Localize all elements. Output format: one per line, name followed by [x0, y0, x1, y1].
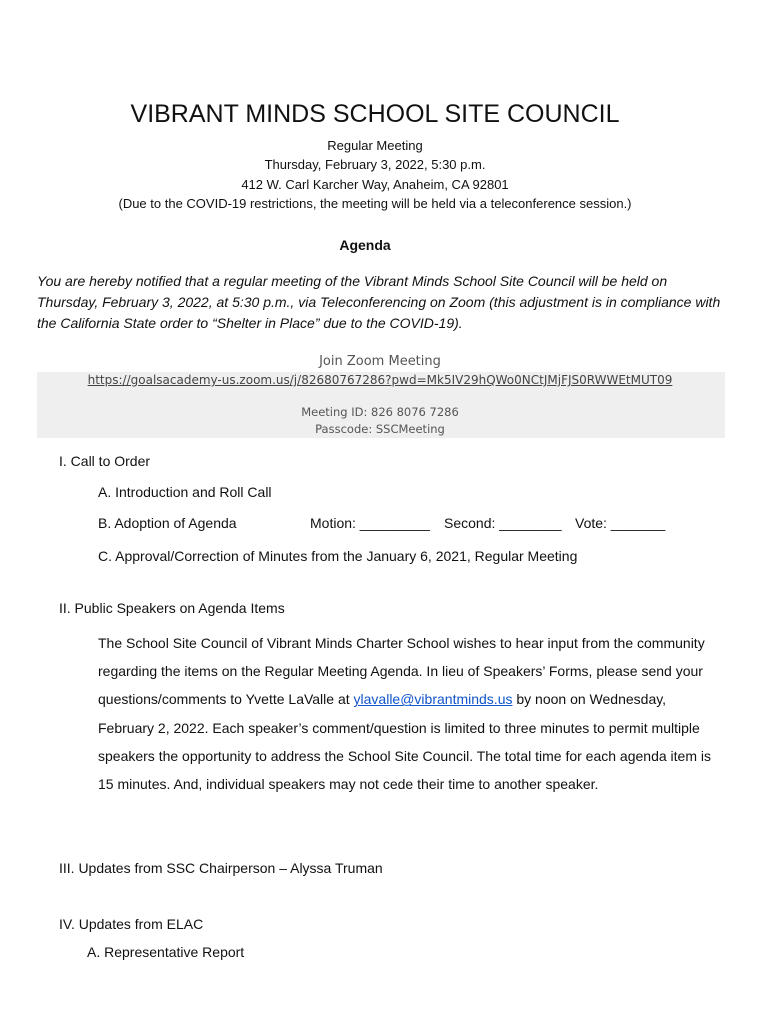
second-blank: Second: ________ — [444, 515, 562, 531]
public-speakers-text-end: by noon on Wednesday, February 2, 2022. Each speaker’s comment/question is limited to three minutes to permit multiple speakers the opportunity to address the School Site Council. The total time for each agenda item is 15 minutes. And, individual speakers may not cede their time to another speaker. — [98, 691, 711, 793]
zoom-link[interactable]: https://goalsacademy-us.zoom.us/j/82680767286?pwd=Mk5IV29hQWo0NCtJMjFJS0RWWEtMUT09 — [87, 373, 673, 387]
council-title: VIBRANT MINDS SCHOOL SITE COUNCIL — [130, 100, 620, 128]
section-elac-updates: IV. Updates from ELAC — [59, 916, 204, 932]
meeting-date-time: Thursday, February 3, 2022, 5:30 p.m. — [264, 157, 486, 172]
zoom-meeting-id: Meeting ID: 826 8076 7286 — [301, 405, 459, 419]
zoom-passcode: Passcode: SSCMeeting — [315, 422, 445, 436]
item-representative-report: A. Representative Report — [87, 944, 245, 960]
contact-email-link[interactable]: ylavalle@vibrantminds.us — [353, 691, 513, 708]
public-speakers-paragraph — [98, 629, 718, 798]
meeting-notice: You are hereby notified that a regular meeting of the Vibrant Minds School Site Council will be held on Thursday, February 3, 2022, at 5:30 p.m., via Teleconferencing on Zoom (this adjustment is in compliance with the California State order to “Shelter in Place” due to the COVID-19). — [37, 273, 721, 331]
zoom-label: Join Zoom Meeting — [319, 354, 441, 369]
section-call-to-order: I. Call to Order — [59, 453, 151, 469]
covid-note: (Due to the COVID-19 restrictions, the meeting will be held via a teleconference session.) — [118, 196, 632, 211]
meeting-address: 412 W. Carl Karcher Way, Anaheim, CA 92801 — [241, 177, 509, 192]
section-public-speakers: II. Public Speakers on Agenda Items — [59, 600, 285, 616]
public-speakers-text-start: The School Site Council of Vibrant Minds Charter School wishes to hear input from the community regarding the items on the Regular Meeting Agenda. In lieu of Speakers’ Forms, please send your questions/comments to Yvette LaValle at — [98, 635, 705, 708]
item-approval-of-minutes: C. Approval/Correction of Minutes from the January 6, 2021, Regular Meeting — [98, 548, 578, 564]
vote-blank: Vote: _______ — [575, 515, 666, 531]
section-ssc-chair-updates: III. Updates from SSC Chairperson – Alyssa Truman — [59, 860, 383, 876]
motion-blank: Motion: _________ — [310, 515, 430, 531]
agenda-heading: Agenda — [339, 237, 391, 253]
meeting-type: Regular Meeting — [327, 138, 423, 153]
item-introduction-roll-call: A. Introduction and Roll Call — [98, 484, 272, 500]
item-adoption-of-agenda: B. Adoption of Agenda — [98, 515, 237, 531]
